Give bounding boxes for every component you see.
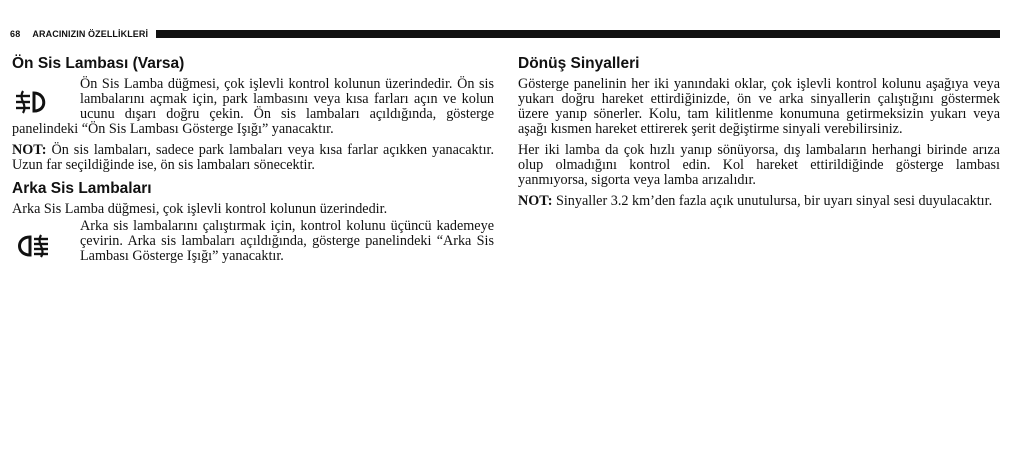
page-number: 68: [10, 29, 21, 39]
front-fog-lamp-icon: [12, 87, 54, 117]
front-fog-note-text: Ön sis lambaları, sadece park lambaları veya kısa farlar açıkken yanacaktır. Uzun far seçildiğinde ise, ön sis lambaları sönecektir.: [12, 142, 494, 173]
page-header: [10, 28, 1000, 40]
turn-signals-note-text: Sinyaller 3.2 km’den fazla açık unutulursa, bir uyarı sinyal sesi duyulacaktır.: [552, 193, 993, 209]
rear-fog-description: Arka sis lambalarını çalıştırmak için, kontrol kolunu üçüncü kademeye çevirin. Arka sis lambaları açıldığında, gösterge panelindeki “Arka Sis Lambası Gösterge Işığı” yanacaktır.: [80, 218, 494, 264]
turn-signals-paragraph-1: Gösterge panelinin her iki yanındaki oklar, çok işlevli kontrol kolunu aşağıya veya yukarı doğru hareket ettirdiğinizde, ön ve arka sinyallerin çalıştığını göstermek üzere yanıp sönerler. Kolu, tam kilitlenme konumuna getirmeksizin yukarı veya aşağı kısmen hareket ettirerek şerit değiştirme sinyali verebilirsiniz.: [518, 76, 1000, 137]
turn-signals-note-label: NOT:: [518, 193, 553, 209]
rear-fog-lamp-icon: [12, 231, 54, 261]
front-fog-body-block: [12, 77, 494, 137]
turn-signals-paragraph-2: Her iki lamba da çok hızlı yanıp sönüyorsa, dış lambaların herhangi birinde arıza olup olmadığını kontrol edin. Kol hareket ettirildiğinde gösterge lambası yanmıyorsa, sigorta veya lamba arızalıdır.: [518, 142, 1000, 188]
header-rule: [156, 30, 1000, 38]
rear-fog-heading: Arka Sis Lambaları: [12, 180, 152, 197]
rear-fog-body-block: [12, 219, 494, 264]
left-column: [12, 54, 494, 264]
front-fog-note-label: NOT:: [12, 142, 47, 158]
rear-fog-intro: Arka Sis Lamba düğmesi, çok işlevli kontrol kolunun üzerindedir.: [12, 201, 388, 217]
section-title: ARACINIZIN ÖZELLİKLERİ: [32, 29, 149, 39]
front-fog-heading: Ön Sis Lambası (Varsa): [12, 55, 185, 72]
turn-signals-heading: Dönüş Sinyalleri: [518, 55, 640, 72]
front-fog-note: [12, 143, 494, 173]
right-column: [518, 54, 1000, 215]
turn-signals-note: [518, 194, 1000, 209]
front-fog-description: Ön Sis Lamba düğmesi, çok işlevli kontrol kolunun üzerindedir. Ön sis lambalarını açmak için, park lambasını veya kısa farları açın ve kolun ucunu dışarı doğru çekin. Ön sis lambaları açıldığında, gösterge panelindeki “Ön Sis Lambası Gösterge Işığı” yanacaktır.: [12, 76, 494, 137]
